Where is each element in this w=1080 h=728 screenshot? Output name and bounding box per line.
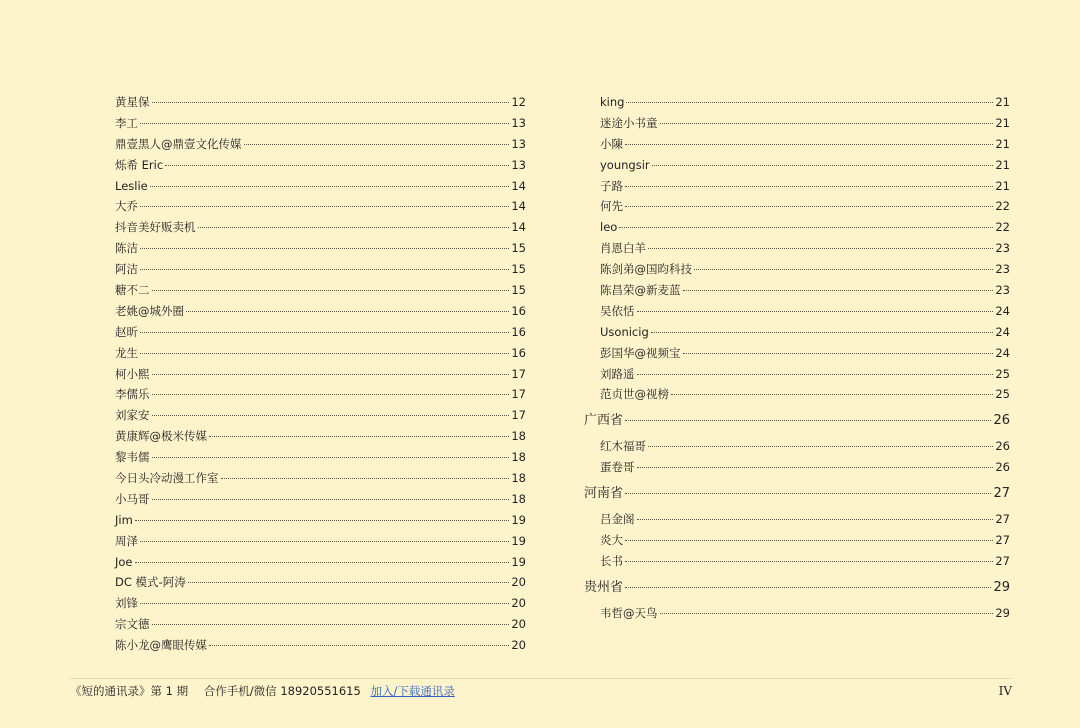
toc-entry[interactable] bbox=[584, 457, 1010, 478]
page-ref: 16 bbox=[511, 324, 526, 339]
entry-name: 韦哲@天鸟 bbox=[600, 605, 658, 620]
dot-leader bbox=[140, 332, 509, 333]
entry-name: 陈小龙@鹰眼传媒 bbox=[115, 638, 207, 653]
dot-leader bbox=[648, 248, 993, 249]
dot-leader bbox=[625, 561, 993, 562]
dot-leader bbox=[152, 102, 510, 103]
entry-name: 龙生 bbox=[115, 345, 138, 360]
page-ref: 20 bbox=[511, 596, 526, 611]
entry-name: 周泽 bbox=[115, 533, 138, 548]
toc-entry[interactable] bbox=[584, 238, 1010, 259]
dot-leader bbox=[150, 186, 510, 187]
dot-leader bbox=[140, 123, 509, 124]
page-ref: 23 bbox=[995, 262, 1010, 277]
entry-name: 刘路遥 bbox=[600, 366, 635, 381]
toc-entry[interactable] bbox=[584, 436, 1010, 457]
section-name: 贵州省 bbox=[584, 579, 624, 595]
page-ref: 15 bbox=[511, 283, 526, 298]
toc-section-heading[interactable] bbox=[584, 408, 1010, 434]
dot-leader bbox=[152, 374, 510, 375]
entry-name: 烁希 Eric bbox=[115, 157, 164, 172]
entry-name: 蛋卷哥 bbox=[600, 460, 635, 475]
page-ref: 12 bbox=[511, 95, 526, 109]
toc-entry[interactable] bbox=[584, 384, 1010, 405]
page-ref: 29 bbox=[995, 605, 1010, 620]
toc-section-heading[interactable] bbox=[584, 575, 1010, 601]
page-ref: 17 bbox=[511, 366, 526, 381]
page-ref: 23 bbox=[995, 283, 1010, 298]
page-ref: 17 bbox=[511, 387, 526, 402]
toc-entry[interactable] bbox=[584, 322, 1010, 343]
entry-name: 黄康辉@极米传媒 bbox=[115, 429, 207, 444]
dot-leader bbox=[188, 582, 510, 583]
page-ref: 21 bbox=[995, 95, 1010, 109]
page-ref: 25 bbox=[995, 387, 1010, 402]
toc-entry[interactable] bbox=[115, 217, 526, 238]
page-ref: 15 bbox=[511, 241, 526, 256]
page-ref: 21 bbox=[995, 115, 1010, 130]
page-ref: 16 bbox=[511, 345, 526, 360]
dot-leader bbox=[637, 519, 994, 520]
entry-name: 阿洁 bbox=[115, 262, 138, 277]
page-ref: 13 bbox=[511, 136, 526, 151]
entry-name: 长书 bbox=[600, 553, 623, 568]
dot-leader bbox=[651, 332, 994, 333]
footer-divider bbox=[70, 678, 1012, 679]
join-download-link[interactable]: 加入/下载通讯录 bbox=[370, 684, 455, 698]
toc-entry[interactable] bbox=[115, 426, 526, 447]
dot-leader bbox=[625, 186, 993, 187]
toc-entry[interactable] bbox=[115, 405, 526, 426]
toc-entry[interactable] bbox=[584, 551, 1010, 572]
page-ref: 25 bbox=[995, 366, 1010, 381]
dot-leader bbox=[637, 374, 994, 375]
entry-name: 陈洁 bbox=[115, 241, 138, 256]
toc-entry[interactable] bbox=[115, 196, 526, 217]
toc-entry[interactable] bbox=[584, 364, 1010, 385]
dot-leader bbox=[152, 290, 510, 291]
dot-leader bbox=[671, 394, 993, 395]
toc-entry[interactable] bbox=[115, 572, 526, 593]
dot-leader bbox=[683, 290, 994, 291]
toc-entry[interactable] bbox=[115, 280, 526, 301]
dot-leader bbox=[165, 165, 509, 166]
toc-entry[interactable] bbox=[584, 509, 1010, 530]
dot-leader bbox=[660, 613, 994, 614]
page-ref: 27 bbox=[995, 533, 1010, 548]
page-ref: 24 bbox=[995, 303, 1010, 318]
dot-leader bbox=[152, 415, 510, 416]
dot-leader bbox=[152, 499, 510, 500]
dot-leader bbox=[152, 624, 510, 625]
toc-section-heading[interactable] bbox=[584, 481, 1010, 507]
section-name: 广西省 bbox=[584, 413, 624, 429]
entry-name: 抖音美好贩卖机 bbox=[115, 220, 196, 235]
toc-entry[interactable] bbox=[584, 259, 1010, 280]
page-ref: 26 bbox=[993, 413, 1010, 429]
dot-leader bbox=[209, 645, 509, 646]
dot-leader bbox=[625, 206, 993, 207]
page-ref: 29 bbox=[993, 579, 1010, 595]
toc-entry[interactable] bbox=[115, 531, 526, 552]
entry-name: 迷途小书童 bbox=[600, 115, 658, 130]
toc-entry[interactable] bbox=[584, 134, 1010, 155]
entry-name: 李儒乐 bbox=[115, 387, 150, 402]
entry-name: Jim bbox=[115, 512, 133, 527]
page-ref: 20 bbox=[511, 575, 526, 590]
dot-leader bbox=[626, 102, 993, 103]
page-ref: 27 bbox=[995, 512, 1010, 527]
dot-leader bbox=[140, 206, 509, 207]
dot-leader bbox=[625, 540, 993, 541]
toc-entry[interactable] bbox=[584, 603, 1010, 624]
dot-leader bbox=[152, 394, 510, 395]
entry-name: 老姚@城外圈 bbox=[115, 303, 184, 318]
dot-leader bbox=[244, 144, 510, 145]
entry-name: Leslie bbox=[115, 178, 148, 193]
dot-leader bbox=[140, 603, 509, 604]
entry-name: Usonicig bbox=[600, 324, 649, 339]
page-ref: 23 bbox=[995, 241, 1010, 256]
entry-name: youngsir bbox=[600, 157, 650, 172]
toc-right-column bbox=[584, 92, 1010, 624]
page-ref: 20 bbox=[511, 617, 526, 632]
entry-name: 小陳 bbox=[600, 136, 623, 151]
entry-name: 柯小熙 bbox=[115, 366, 150, 381]
dot-leader bbox=[625, 587, 991, 588]
page-ref: 18 bbox=[511, 450, 526, 465]
entry-name: 何先 bbox=[600, 199, 623, 214]
page-ref: 14 bbox=[511, 199, 526, 214]
page-ref: 16 bbox=[511, 303, 526, 318]
entry-name: 李工 bbox=[115, 115, 138, 130]
page-ref: 19 bbox=[511, 554, 526, 569]
page-number: IV bbox=[998, 684, 1012, 698]
entry-name: 黄星保 bbox=[115, 95, 150, 109]
toc-entry[interactable] bbox=[115, 489, 526, 510]
page-ref: 21 bbox=[995, 136, 1010, 151]
entry-name: king bbox=[600, 95, 625, 109]
page-ref: 22 bbox=[995, 220, 1010, 235]
page-ref: 27 bbox=[993, 486, 1010, 502]
toc-entry[interactable] bbox=[115, 635, 526, 656]
toc-entry[interactable] bbox=[115, 384, 526, 405]
entry-name: 肖恩白羊 bbox=[600, 241, 646, 256]
dot-leader bbox=[186, 311, 509, 312]
page-ref: 18 bbox=[511, 491, 526, 506]
dot-leader bbox=[637, 311, 994, 312]
toc-entry[interactable] bbox=[115, 155, 526, 176]
toc-entry[interactable] bbox=[584, 530, 1010, 551]
dot-leader bbox=[140, 248, 509, 249]
page-ref: 13 bbox=[511, 157, 526, 172]
dot-leader bbox=[637, 467, 994, 468]
page-ref: 26 bbox=[995, 460, 1010, 475]
toc-entry[interactable] bbox=[115, 552, 526, 573]
toc-entry[interactable] bbox=[115, 343, 526, 364]
dot-leader bbox=[140, 541, 509, 542]
dot-leader bbox=[683, 353, 994, 354]
toc-entry[interactable] bbox=[584, 217, 1010, 238]
contact-info: 合作手机/微信 18920551615 bbox=[203, 684, 361, 698]
toc-left-column bbox=[115, 92, 526, 656]
page-ref: 20 bbox=[511, 638, 526, 653]
toc-entry[interactable] bbox=[584, 343, 1010, 364]
dot-leader bbox=[140, 269, 509, 270]
toc-entry[interactable] bbox=[115, 259, 526, 280]
entry-name: 刘家安 bbox=[115, 408, 150, 423]
toc-entry[interactable] bbox=[584, 176, 1010, 197]
dot-leader bbox=[140, 353, 509, 354]
dot-leader bbox=[625, 420, 991, 421]
entry-name: 今日头冷动漫工作室 bbox=[115, 471, 219, 486]
page-ref: 21 bbox=[995, 178, 1010, 193]
page-ref: 21 bbox=[995, 157, 1010, 172]
page-ref: 13 bbox=[511, 115, 526, 130]
entry-name: 大乔 bbox=[115, 199, 138, 214]
dot-leader bbox=[198, 227, 510, 228]
entry-name: 刘锋 bbox=[115, 596, 138, 611]
footer bbox=[70, 683, 1012, 699]
dot-leader bbox=[619, 227, 993, 228]
entry-name: 陈昌荣@新麦蓝 bbox=[600, 283, 681, 298]
entry-name: 黎韦儒 bbox=[115, 450, 150, 465]
page-ref: 22 bbox=[995, 199, 1010, 214]
dot-leader bbox=[221, 478, 510, 479]
page-ref: 26 bbox=[995, 439, 1010, 454]
entry-name: 小马哥 bbox=[115, 491, 150, 506]
toc-entry[interactable] bbox=[115, 113, 526, 134]
section-name: 河南省 bbox=[584, 486, 624, 502]
dot-leader bbox=[625, 144, 993, 145]
dot-leader bbox=[135, 562, 510, 563]
toc-entry[interactable] bbox=[115, 614, 526, 635]
toc-entry[interactable] bbox=[584, 92, 1010, 113]
toc-entry[interactable] bbox=[115, 510, 526, 531]
entry-name: 陈剑弟@国昀科技 bbox=[600, 262, 692, 277]
entry-name: 彭国华@视频宝 bbox=[600, 345, 681, 360]
entry-name: 炎大 bbox=[600, 533, 623, 548]
entry-name: leo bbox=[600, 220, 618, 235]
toc-entry[interactable] bbox=[115, 322, 526, 343]
page-ref: 27 bbox=[995, 553, 1010, 568]
toc-entry[interactable] bbox=[115, 238, 526, 259]
page-ref: 15 bbox=[511, 262, 526, 277]
toc-entry[interactable] bbox=[584, 196, 1010, 217]
toc-entry[interactable] bbox=[115, 468, 526, 489]
toc-entry[interactable] bbox=[584, 301, 1010, 322]
entry-name: Joe bbox=[115, 554, 133, 569]
entry-name: 吴依恬 bbox=[600, 303, 635, 318]
entry-name: 子路 bbox=[600, 178, 623, 193]
toc-entry[interactable] bbox=[115, 364, 526, 385]
toc-entry[interactable] bbox=[115, 593, 526, 614]
dot-leader bbox=[152, 457, 510, 458]
footer-left bbox=[70, 683, 999, 699]
entry-name: DC 模式-阿涛 bbox=[115, 575, 186, 590]
toc-entry[interactable] bbox=[115, 92, 526, 113]
toc-entry[interactable] bbox=[584, 280, 1010, 301]
dot-leader bbox=[694, 269, 993, 270]
toc-entry[interactable] bbox=[115, 301, 526, 322]
page-ref: 14 bbox=[511, 178, 526, 193]
dot-leader bbox=[660, 123, 994, 124]
entry-name: 赵昕 bbox=[115, 324, 138, 339]
dot-leader bbox=[648, 446, 993, 447]
page-ref: 17 bbox=[511, 408, 526, 423]
dot-leader bbox=[209, 436, 509, 437]
toc-entry[interactable] bbox=[584, 155, 1010, 176]
entry-name: 鼎壹黑人@鼎壹文化传媒 bbox=[115, 136, 242, 151]
entry-name: 红木福哥 bbox=[600, 439, 646, 454]
toc-entry[interactable] bbox=[115, 176, 526, 197]
toc-entry[interactable] bbox=[115, 447, 526, 468]
page-ref: 19 bbox=[511, 512, 526, 527]
page-ref: 24 bbox=[995, 345, 1010, 360]
toc-entry[interactable] bbox=[115, 134, 526, 155]
dot-leader bbox=[652, 165, 994, 166]
page-ref: 14 bbox=[511, 220, 526, 235]
entry-name: 糖不二 bbox=[115, 283, 150, 298]
dot-leader bbox=[135, 520, 510, 521]
entry-name: 吕金阁 bbox=[600, 512, 635, 527]
page-ref: 24 bbox=[995, 324, 1010, 339]
dot-leader bbox=[625, 493, 991, 494]
page-ref: 18 bbox=[511, 429, 526, 444]
entry-name: 范贞世@视榜 bbox=[600, 387, 669, 402]
page-ref: 18 bbox=[511, 471, 526, 486]
toc-entry[interactable] bbox=[584, 113, 1010, 134]
entry-name: 宗文德 bbox=[115, 617, 150, 632]
page-ref: 19 bbox=[511, 533, 526, 548]
publication-title: 《短的通讯录》第 1 期 bbox=[70, 684, 189, 698]
